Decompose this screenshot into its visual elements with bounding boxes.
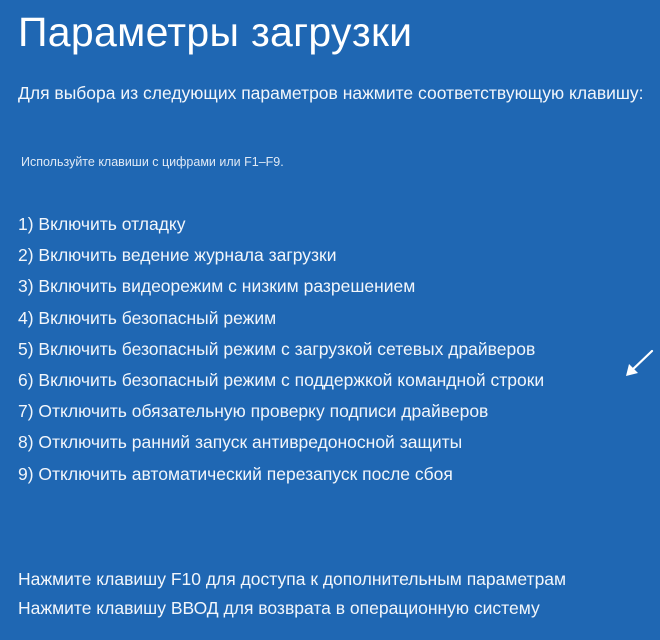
footer xyxy=(18,565,566,623)
option-safe-mode-command-prompt[interactable]: 6) Включить безопасный режим с поддержкой командной строки xyxy=(18,369,545,390)
arrow-pointer-icon xyxy=(624,348,656,378)
option-disable-early-launch-antimalware[interactable]: 8) Отключить ранний запуск антивредоносной защиты xyxy=(18,432,463,453)
more-options-f10[interactable]: Нажмите клавишу F10 для доступа к дополнительным параметрам xyxy=(18,569,567,589)
option-enable-boot-logging[interactable]: 2) Включить ведение журнала загрузки xyxy=(18,245,337,266)
option-disable-driver-signature-enforcement[interactable]: 7) Отключить обязательную проверку подписи драйверов xyxy=(18,401,489,422)
option-disable-auto-restart[interactable]: 9) Отключить автоматический перезапуск после сбоя xyxy=(18,463,453,484)
return-to-os-enter[interactable]: Нажмите клавишу ВВОД для возврата в операционную систему xyxy=(18,598,540,618)
option-enable-safe-mode[interactable]: 4) Включить безопасный режим xyxy=(18,307,277,328)
option-enable-debugging[interactable]: 1) Включить отладку xyxy=(18,214,186,234)
startup-options-list xyxy=(18,209,544,490)
instructions-text: Для выбора из следующих параметров нажмите соответствующую клавишу: xyxy=(18,83,644,103)
option-enable-low-resolution-video[interactable]: 3) Включить видеорежим с низким разрешением xyxy=(18,276,416,297)
option-safe-mode-networking[interactable]: 5) Включить безопасный режим с загрузкой сетевых драйверов xyxy=(18,338,536,359)
page-title: Параметры загрузки xyxy=(18,9,413,55)
keys-hint: Используйте клавиши с цифрами или F1–F9. xyxy=(21,155,284,169)
